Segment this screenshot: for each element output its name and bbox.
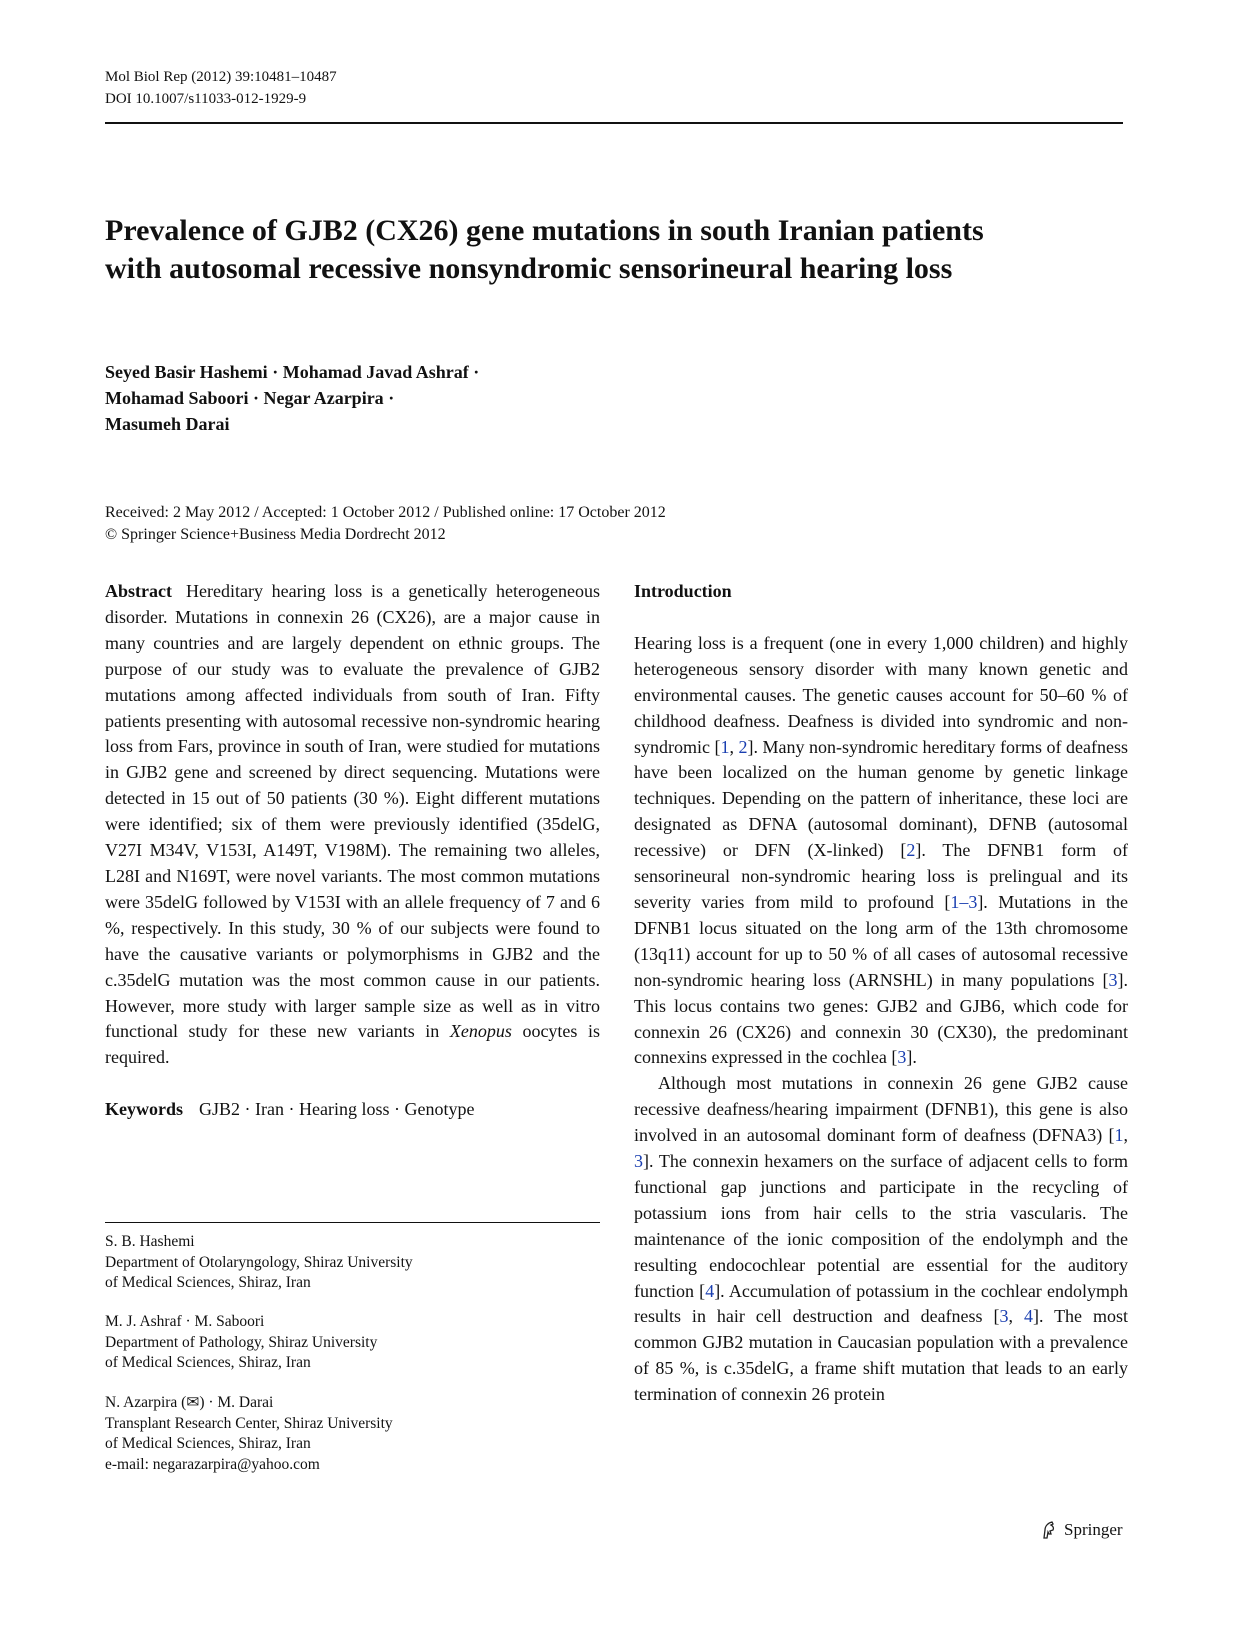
received-accepted-dates: Received: 2 May 2012 / Accepted: 1 October 2012 / Published online: 17 October 2012 (105, 504, 666, 521)
corresponding-email[interactable]: e-mail: negarazarpira@yahoo.com (105, 1455, 320, 1473)
citation-link[interactable]: 2 (738, 736, 748, 757)
citation-link[interactable]: 3 (634, 1151, 643, 1172)
publication-dates (105, 502, 925, 546)
author-name: Mohamad Javad Ashraf (282, 362, 469, 382)
journal-citation: Mol Biol Rep (2012) 39:10481–10487 (105, 69, 337, 85)
keywords-text: GJB2 · Iran · Hearing loss · Genotype (199, 1099, 475, 1120)
affiliation-block (105, 1232, 600, 1294)
citation-link[interactable]: 3 (999, 1306, 1009, 1327)
citation-link[interactable]: 4 (705, 1280, 715, 1301)
abstract (105, 579, 600, 1071)
affiliation-line: of Medical Sciences, Shiraz, Iran (105, 1274, 311, 1291)
abstract-text-end: oocytes is required. (105, 1021, 600, 1068)
citation-link[interactable]: 1 (1114, 1125, 1124, 1146)
author-name: Mohamad Saboori (105, 388, 249, 408)
affiliation-line: Department of Otolaryngology, Shiraz University (105, 1253, 413, 1271)
publisher-logo (1040, 1520, 1123, 1540)
publisher-name: Springer (1064, 1520, 1123, 1539)
right-column (634, 579, 1128, 1408)
article-title: Prevalence of GJB2 (CX26) gene mutations in south Iranian patients with autosomal recessive nonsyndromic sensorineural hearing loss (105, 214, 984, 285)
introduction-paragraph-1: Hearing loss is a frequent (one in every 1,000 children) and highly heterogeneous sensory disorder with many known genetic and environmental causes. The genetic causes account for 50–60 % of childhood deafness. Deafness is divided into syndromic and non-syndromic [1, 2]. Many non-syndromic hereditary forms of deafness have been localized on the human genome by genetic linkage techniques. Depending on the pattern of inheritance, these loci are designated as DFNA (autosomal dominant), DFNB (autosomal recessive) or DFN (X-linked) [2]. The DFNB1 form of sensorineural non-syndromic hearing loss is prelingual and its severity varies from mild to profound [1–3]. Mutations in the DFNB1 locus situated on the long arm of the 13th chromosome (13q11) account for up to 50 % of all cases of autosomal recessive non-syndromic hearing loss (ARNSHL) in many populations [3]. This locus contains two genes: GJB2 and GJB6, which code for connexin 26 (CX26) and connexin 30 (CX30), the predominant connexins expressed in the cochlea [3]. (634, 632, 1128, 1068)
author-name: Seyed Basir Hashemi (105, 362, 268, 382)
introduction-paragraph-2: Although most mutations in connexin 26 gene GJB2 cause recessive deafness/hearing impairment (DFNB1), this gene is also involved in an autosomal dominant form of deafness (DFNA3) [1, 3]. The connexin hexamers on the surface of adjacent cells to form functional gap junctions and participate in the recycling of potassium ions from hair cells to the stria vascularis. The maintenance of the ionic composition of the endolymph and the resulting endocochlear potential are essential for the auditory function [4]. Accumulation of potassium in the cochlear endolymph results in hair cell destruction and deafness [3, 4]. The most common GJB2 mutation in Caucasian population with a prevalence of 85 %, is c.35delG, a frame shift mutation that leads to an early termination of connexin 26 protein (634, 1073, 1128, 1405)
citation-link[interactable]: 1 (720, 736, 730, 757)
keywords-label: Keywords (105, 1099, 183, 1120)
affiliation-authors: M. J. Ashraf · M. Saboori (105, 1313, 265, 1330)
affiliation-line: Transplant Research Center, Shiraz University (105, 1414, 393, 1432)
abstract-italic-term: Xenopus (449, 1021, 512, 1042)
author-name: Negar Azarpira (263, 388, 384, 408)
introduction-heading: Introduction (634, 581, 732, 601)
author-name: Masumeh Darai (105, 414, 230, 434)
affiliation-line: of Medical Sciences, Shiraz, Iran (105, 1435, 311, 1452)
affiliation-line: Department of Pathology, Shiraz University (105, 1333, 378, 1351)
citation-link[interactable]: 3 (897, 1047, 907, 1068)
citation-link[interactable]: 1–3 (950, 891, 978, 912)
left-column (105, 579, 600, 1123)
citation-link[interactable]: 3 (1108, 969, 1118, 990)
affiliation-block (105, 1312, 600, 1374)
citation-link[interactable]: 4 (1023, 1306, 1033, 1327)
copyright-line: © Springer Science+Business Media Dordrecht 2012 (105, 526, 446, 543)
keywords (105, 1097, 600, 1123)
abstract-text: Hereditary hearing loss is a genetically heterogeneous disorder. Mutations in connexin 26 (CX26), are a major cause in many countries and are largely dependent on ethnic groups. The purpose of our study was to evaluate the prevalence of GJB2 mutations among affected individuals from south of Iran. Fifty patients presenting with autosomal recessive non-syndromic hearing loss from Fars, province in south of Iran, were studied for mutations in GJB2 gene and screened by direct sequencing. Mutations were detected in 15 out of 50 patients (30 %). Eight different mutations were identified; six of them were previously identified (35delG, V27I M34V, V153I, A149T, V198M). The remaining two alleles, L28I and N169T, were novel variants. The most common mutations were 35delG followed by V153I with an allele frequency of 7 and 6 %, respectively. In this study, 30 % of our subjects were found to have the causative variants or polymorphisms in GJB2 and the c.35delG mutation was the most common cause in our patients. However, more study with larger sample size as well as in vitro functional study for these new variants in (105, 581, 600, 1042)
affiliation-authors: N. Azarpira (✉) · M. Darai (105, 1394, 274, 1411)
author-list: Seyed Basir Hashemi · Mohamad Javad Ashraf · Mohamad Saboori · Negar Azarpira · Masumeh Darai (105, 362, 480, 434)
affiliation-rule (105, 1222, 600, 1223)
journal-doi: DOI 10.1007/s11033-012-1929-9 (105, 91, 307, 107)
header-rule (105, 122, 1123, 124)
citation-link[interactable]: 2 (906, 840, 916, 861)
abstract-label: Abstract (105, 581, 172, 601)
affiliation-line: of Medical Sciences, Shiraz, Iran (105, 1354, 311, 1371)
springer-horse-icon (1040, 1520, 1058, 1540)
journal-header (105, 66, 337, 110)
affiliation-authors: S. B. Hashemi (105, 1233, 195, 1250)
affiliation-block (105, 1393, 600, 1475)
